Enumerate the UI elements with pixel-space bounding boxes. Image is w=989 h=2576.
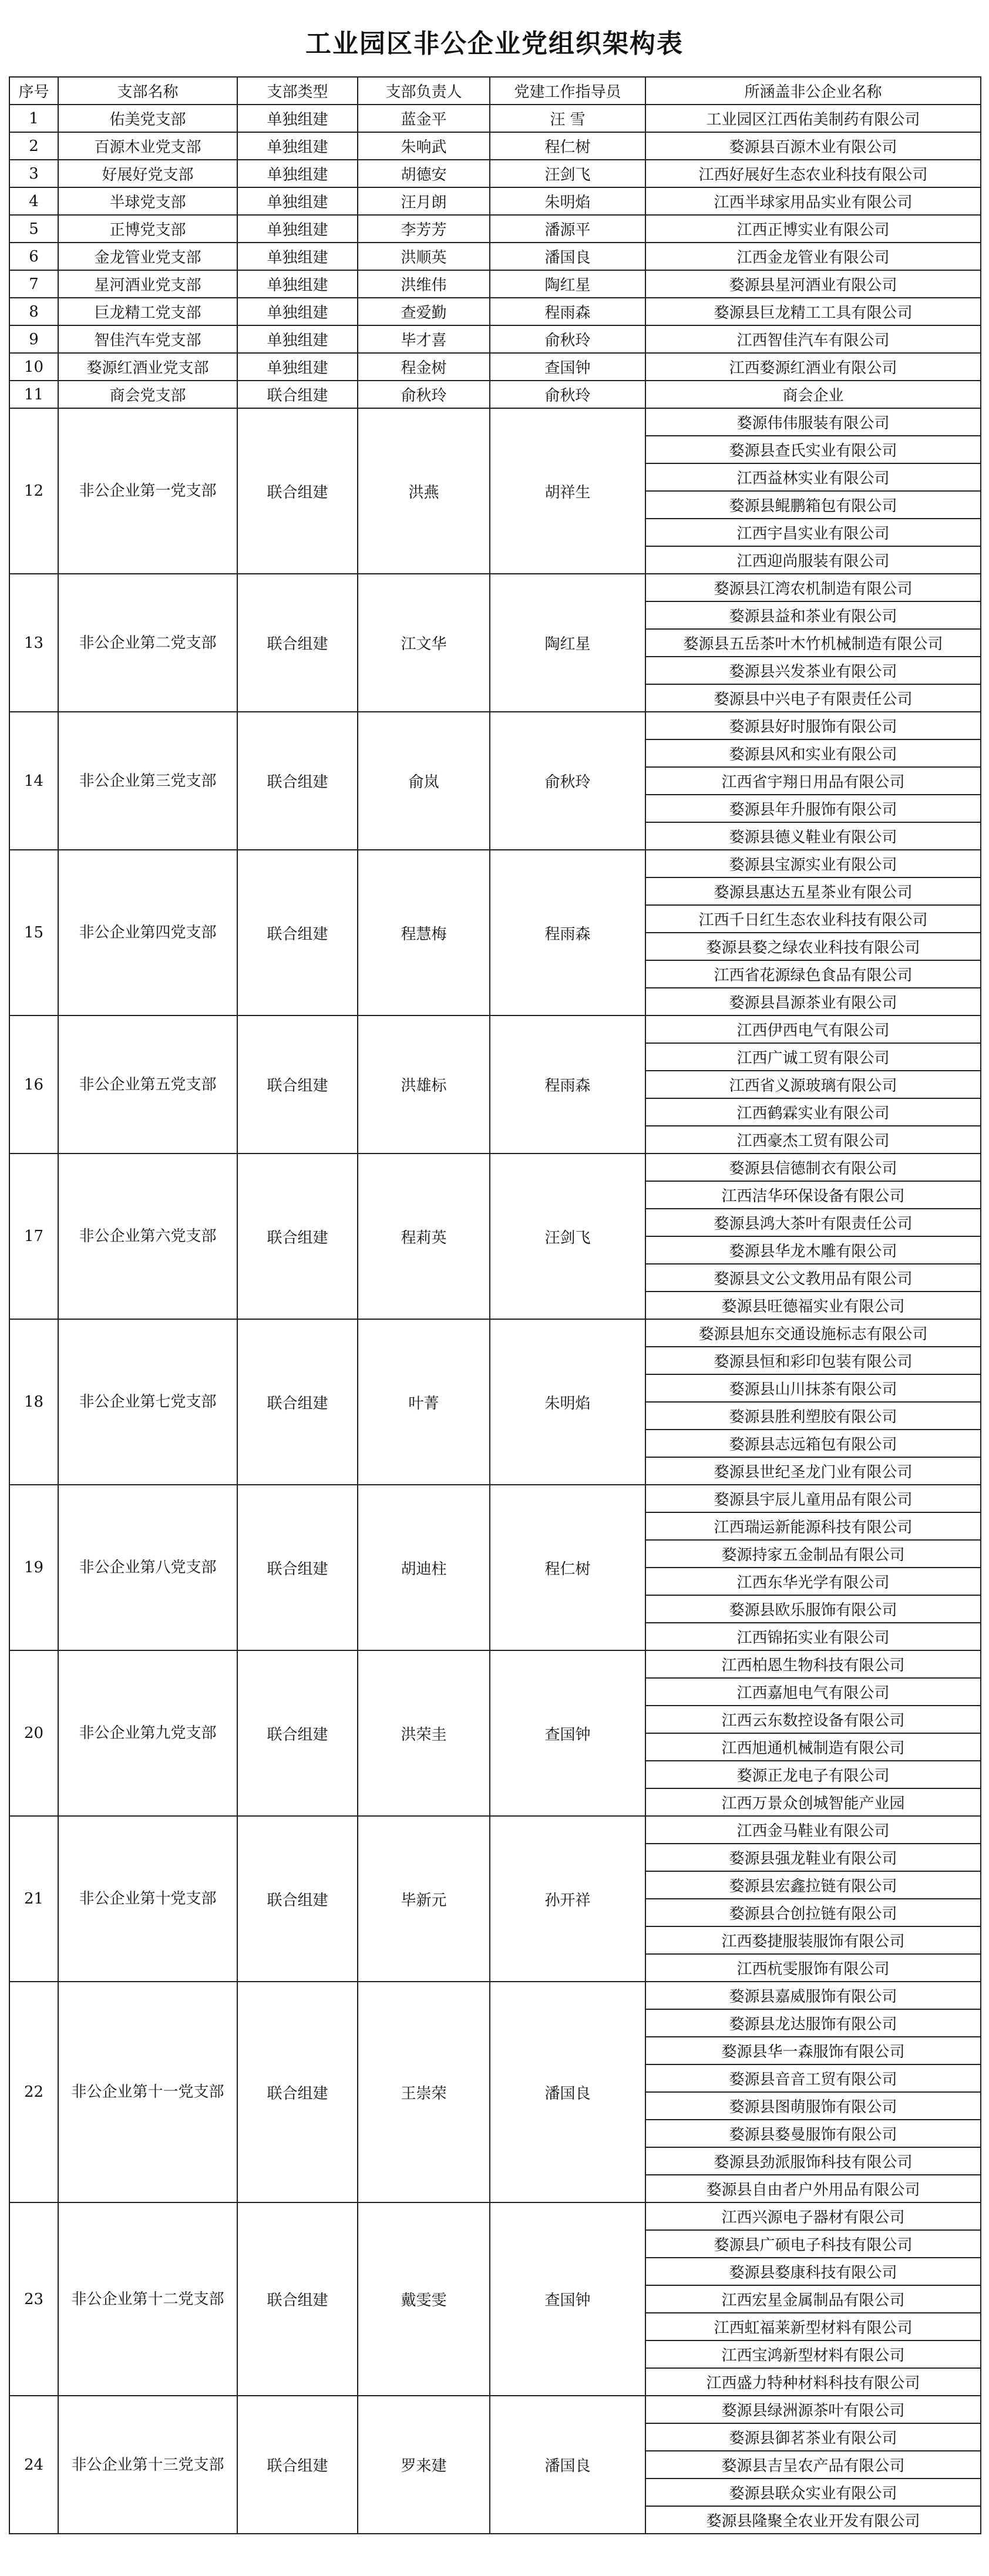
company-name: 婺源县风和实业有限公司 xyxy=(645,739,981,767)
branch-type: 联合组建 xyxy=(237,1816,358,1982)
branch-name: 非公企业第一党支部 xyxy=(58,408,237,574)
header-branch-leader: 支部负责人 xyxy=(358,77,490,105)
table-row xyxy=(9,1650,981,1678)
company-name: 江西瑞运新能源科技有限公司 xyxy=(645,1512,981,1540)
company-name: 江西嘉旭电气有限公司 xyxy=(645,1678,981,1706)
company-name: 商会企业 xyxy=(645,381,981,408)
row-number: 7 xyxy=(9,270,58,298)
branch-leader: 毕新元 xyxy=(358,1816,490,1982)
company-name: 江西省宇翔日用品有限公司 xyxy=(645,767,981,795)
branch-name: 非公企业第四党支部 xyxy=(58,850,237,1015)
branch-leader: 程莉英 xyxy=(358,1154,490,1319)
page-title: 工业园区非公企业党组织架构表 xyxy=(305,29,684,59)
branch-name: 非公企业第十党支部 xyxy=(58,1816,237,1982)
company-name: 江西迎尚服装有限公司 xyxy=(645,546,981,574)
company-name: 江西旭通机械制造有限公司 xyxy=(645,1733,981,1761)
table-row xyxy=(9,1154,981,1181)
branch-leader: 查爱勤 xyxy=(358,298,490,325)
branch-name: 非公企业第三党支部 xyxy=(58,712,237,850)
company-name: 江西千日红生态农业科技有限公司 xyxy=(645,905,981,933)
header-guide: 党建工作指导员 xyxy=(490,77,645,105)
company-name: 江西兴源电子器材有限公司 xyxy=(645,2202,981,2230)
company-name: 江西金龙管业有限公司 xyxy=(645,243,981,270)
company-name: 江西柏恩生物科技有限公司 xyxy=(645,1650,981,1678)
company-name: 婺源持家五金制品有限公司 xyxy=(645,1540,981,1568)
table-body xyxy=(9,105,981,2534)
company-name: 江西宇昌实业有限公司 xyxy=(645,519,981,546)
party-guide: 程仁树 xyxy=(490,1485,645,1650)
branch-type: 联合组建 xyxy=(237,2396,358,2534)
company-name: 婺源县婺康科技有限公司 xyxy=(645,2258,981,2285)
company-name: 江西万景众创城智能产业园 xyxy=(645,1788,981,1816)
company-name: 婺源县胜利塑胶有限公司 xyxy=(645,1402,981,1430)
company-name: 婺源县音音工贸有限公司 xyxy=(645,2064,981,2092)
party-guide: 程雨森 xyxy=(490,298,645,325)
branch-name: 非公企业第五党支部 xyxy=(58,1015,237,1154)
party-guide: 查国钟 xyxy=(490,2202,645,2396)
branch-name: 婺源红酒业党支部 xyxy=(58,353,237,381)
row-number: 24 xyxy=(9,2396,58,2534)
branch-name: 非公企业第二党支部 xyxy=(58,574,237,712)
branch-type: 单独组建 xyxy=(237,243,358,270)
row-number: 19 xyxy=(9,1485,58,1650)
branch-type: 联合组建 xyxy=(237,381,358,408)
header-companies: 所涵盖非公企业名称 xyxy=(645,77,981,105)
company-name: 婺源正龙电子有限公司 xyxy=(645,1761,981,1788)
company-name: 江西好展好生态农业科技有限公司 xyxy=(645,160,981,187)
row-number: 18 xyxy=(9,1319,58,1485)
branch-type: 联合组建 xyxy=(237,2202,358,2396)
row-number: 16 xyxy=(9,1015,58,1154)
branch-name: 金龙管业党支部 xyxy=(58,243,237,270)
company-name: 婺源县好时服饰有限公司 xyxy=(645,712,981,739)
header-branch-name: 支部名称 xyxy=(58,77,237,105)
branch-leader: 胡迪柱 xyxy=(358,1485,490,1650)
company-name: 江西益林实业有限公司 xyxy=(645,463,981,491)
table-row xyxy=(9,243,981,270)
branch-leader: 王崇荣 xyxy=(358,1982,490,2202)
branch-type: 单独组建 xyxy=(237,270,358,298)
party-guide: 汪剑飞 xyxy=(490,160,645,187)
company-name: 江西洁华环保设备有限公司 xyxy=(645,1181,981,1209)
company-name: 婺源县宏鑫拉链有限公司 xyxy=(645,1871,981,1899)
header-no: 序号 xyxy=(9,77,58,105)
table-row xyxy=(9,381,981,408)
row-number: 9 xyxy=(9,325,58,353)
branch-leader: 程慧梅 xyxy=(358,850,490,1015)
branch-name: 非公企业第十三党支部 xyxy=(58,2396,237,2534)
company-name: 婺源县昌源茶业有限公司 xyxy=(645,988,981,1015)
company-name: 婺源县恒和彩印包装有限公司 xyxy=(645,1347,981,1374)
company-name: 婺源县宇辰儿童用品有限公司 xyxy=(645,1485,981,1512)
table-row xyxy=(9,353,981,381)
branch-name: 非公企业第九党支部 xyxy=(58,1650,237,1816)
row-number: 6 xyxy=(9,243,58,270)
company-name: 婺源县星河酒业有限公司 xyxy=(645,270,981,298)
party-guide: 陶红星 xyxy=(490,270,645,298)
company-name: 婺源县旺德福实业有限公司 xyxy=(645,1292,981,1319)
company-name: 江西宏星金属制品有限公司 xyxy=(645,2285,981,2313)
company-name: 江西宝鸿新型材料有限公司 xyxy=(645,2340,981,2368)
company-name: 婺源县御茗茶业有限公司 xyxy=(645,2423,981,2451)
branch-name: 巨龙精工党支部 xyxy=(58,298,237,325)
company-name: 婺源县鲲鹏箱包有限公司 xyxy=(645,491,981,519)
branch-leader: 洪维伟 xyxy=(358,270,490,298)
company-name: 江西智佳汽车有限公司 xyxy=(645,325,981,353)
company-name: 婺源县龙达服饰有限公司 xyxy=(645,2009,981,2037)
branch-type: 联合组建 xyxy=(237,712,358,850)
party-guide: 潘源平 xyxy=(490,215,645,243)
company-name: 婺源县婺之绿农业科技有限公司 xyxy=(645,933,981,960)
table-row xyxy=(9,2202,981,2230)
party-guide: 程雨森 xyxy=(490,1015,645,1154)
branch-type: 联合组建 xyxy=(237,850,358,1015)
table-row xyxy=(9,850,981,877)
branch-leader: 洪雄标 xyxy=(358,1015,490,1154)
company-name: 婺源县华龙木雕有限公司 xyxy=(645,1236,981,1264)
branch-type: 联合组建 xyxy=(237,1650,358,1816)
party-guide: 陶红星 xyxy=(490,574,645,712)
branch-type: 联合组建 xyxy=(237,1982,358,2202)
company-name: 婺源县自由者户外用品有限公司 xyxy=(645,2175,981,2202)
branch-leader: 戴雯雯 xyxy=(358,2202,490,2396)
party-guide: 潘国良 xyxy=(490,243,645,270)
company-name: 婺源县世纪圣龙门业有限公司 xyxy=(645,1457,981,1485)
branch-name: 星河酒业党支部 xyxy=(58,270,237,298)
company-name: 婺源县隆聚全农业开发有限公司 xyxy=(645,2506,981,2534)
table-header-row xyxy=(9,77,981,105)
table-row xyxy=(9,270,981,298)
company-name: 婺源县宝源实业有限公司 xyxy=(645,850,981,877)
branch-leader: 洪燕 xyxy=(358,408,490,574)
company-name: 婺源县合创拉链有限公司 xyxy=(645,1899,981,1926)
branch-type: 联合组建 xyxy=(237,1154,358,1319)
company-name: 婺源县年升服饰有限公司 xyxy=(645,795,981,822)
party-guide: 孙开祥 xyxy=(490,1816,645,1982)
branch-name: 商会党支部 xyxy=(58,381,237,408)
row-number: 20 xyxy=(9,1650,58,1816)
branch-type: 单独组建 xyxy=(237,325,358,353)
branch-name: 智佳汽车党支部 xyxy=(58,325,237,353)
company-name: 婺源县惠达五星茶业有限公司 xyxy=(645,877,981,905)
party-guide: 程仁树 xyxy=(490,132,645,160)
branch-leader: 蓝金平 xyxy=(358,105,490,132)
party-guide: 潘国良 xyxy=(490,2396,645,2534)
company-name: 江西正博实业有限公司 xyxy=(645,215,981,243)
row-number: 12 xyxy=(9,408,58,574)
row-number: 15 xyxy=(9,850,58,1015)
party-guide: 程雨森 xyxy=(490,850,645,1015)
table-row xyxy=(9,105,981,132)
branch-name: 非公企业第十二党支部 xyxy=(58,2202,237,2396)
company-name: 江西广诚工贸有限公司 xyxy=(645,1043,981,1071)
row-number: 10 xyxy=(9,353,58,381)
branch-leader: 洪荣圭 xyxy=(358,1650,490,1816)
company-name: 婺源县婺曼服饰有限公司 xyxy=(645,2120,981,2147)
table-row xyxy=(9,1485,981,1512)
table-row xyxy=(9,298,981,325)
company-name: 婺源县绿洲源茶叶有限公司 xyxy=(645,2396,981,2423)
table-row xyxy=(9,1982,981,2009)
branch-type: 联合组建 xyxy=(237,574,358,712)
table-row xyxy=(9,1319,981,1347)
branch-type: 联合组建 xyxy=(237,1485,358,1650)
company-name: 工业园区江西佑美制药有限公司 xyxy=(645,105,981,132)
company-name: 婺源县益和茶业有限公司 xyxy=(645,601,981,629)
table-row xyxy=(9,2396,981,2423)
branch-type: 联合组建 xyxy=(237,408,358,574)
branch-name: 非公企业第八党支部 xyxy=(58,1485,237,1650)
branch-name: 非公企业第六党支部 xyxy=(58,1154,237,1319)
company-name: 婺源县图萌服饰有限公司 xyxy=(645,2092,981,2120)
party-guide: 朱明焰 xyxy=(490,1319,645,1485)
party-guide: 汪剑飞 xyxy=(490,1154,645,1319)
party-guide: 朱明焰 xyxy=(490,187,645,215)
company-name: 江西虹福莱新型材料有限公司 xyxy=(645,2313,981,2340)
company-name: 婺源县中兴电子有限责任公司 xyxy=(645,684,981,712)
branch-leader: 叶菁 xyxy=(358,1319,490,1485)
party-guide: 潘国良 xyxy=(490,1982,645,2202)
header-branch-type: 支部类型 xyxy=(237,77,358,105)
row-number: 5 xyxy=(9,215,58,243)
table-row xyxy=(9,1015,981,1043)
company-name: 江西婺捷服装服饰有限公司 xyxy=(645,1926,981,1954)
table-row xyxy=(9,215,981,243)
company-name: 婺源县信德制衣有限公司 xyxy=(645,1154,981,1181)
branch-leader: 汪月朗 xyxy=(358,187,490,215)
row-number: 8 xyxy=(9,298,58,325)
party-guide: 俞秋玲 xyxy=(490,381,645,408)
company-name: 婺源县兴发茶业有限公司 xyxy=(645,657,981,684)
company-name: 婺源县广硕电子科技有限公司 xyxy=(645,2230,981,2258)
row-number: 4 xyxy=(9,187,58,215)
company-name: 江西豪杰工贸有限公司 xyxy=(645,1126,981,1154)
branch-leader: 罗来建 xyxy=(358,2396,490,2534)
company-name: 婺源县旭东交通设施标志有限公司 xyxy=(645,1319,981,1347)
branch-leader: 朱响武 xyxy=(358,132,490,160)
branch-leader: 江文华 xyxy=(358,574,490,712)
branch-type: 单独组建 xyxy=(237,160,358,187)
branch-leader: 洪顺英 xyxy=(358,243,490,270)
table-row xyxy=(9,712,981,739)
company-name: 婺源县联众实业有限公司 xyxy=(645,2479,981,2506)
branch-type: 联合组建 xyxy=(237,1015,358,1154)
company-name: 江西半球家用品实业有限公司 xyxy=(645,187,981,215)
company-name: 江西省义源玻璃有限公司 xyxy=(645,1071,981,1098)
branch-name: 非公企业第七党支部 xyxy=(58,1319,237,1485)
company-name: 婺源县吉呈农产品有限公司 xyxy=(645,2451,981,2479)
branch-type: 单独组建 xyxy=(237,215,358,243)
company-name: 江西省花源绿色食品有限公司 xyxy=(645,960,981,988)
company-name: 婺源县巨龙精工工具有限公司 xyxy=(645,298,981,325)
table-row xyxy=(9,408,981,436)
company-name: 婺源县德义鞋业有限公司 xyxy=(645,822,981,850)
company-name: 婺源县嘉威服饰有限公司 xyxy=(645,1982,981,2009)
table-row xyxy=(9,574,981,601)
company-name: 婺源县鸿大茶叶有限责任公司 xyxy=(645,1209,981,1236)
company-name: 江西金马鞋业有限公司 xyxy=(645,1816,981,1844)
table-row xyxy=(9,325,981,353)
branch-leader: 程金树 xyxy=(358,353,490,381)
table-row xyxy=(9,187,981,215)
branch-name: 百源木业党支部 xyxy=(58,132,237,160)
branch-name: 佑美党支部 xyxy=(58,105,237,132)
row-number: 3 xyxy=(9,160,58,187)
company-name: 婺源县五岳茶叶木竹机械制造有限公司 xyxy=(645,629,981,657)
party-guide: 汪 雪 xyxy=(490,105,645,132)
company-name: 江西云东数控设备有限公司 xyxy=(645,1706,981,1733)
company-name: 婺源县江湾农机制造有限公司 xyxy=(645,574,981,601)
party-guide: 俞秋玲 xyxy=(490,325,645,353)
company-name: 江西东华光学有限公司 xyxy=(645,1568,981,1595)
branch-type: 单独组建 xyxy=(237,187,358,215)
table-row xyxy=(9,132,981,160)
branch-leader: 俞岚 xyxy=(358,712,490,850)
branch-leader: 胡德安 xyxy=(358,160,490,187)
branch-name: 好展好党支部 xyxy=(58,160,237,187)
company-name: 婺源伟伟服装有限公司 xyxy=(645,408,981,436)
row-number: 11 xyxy=(9,381,58,408)
row-number: 23 xyxy=(9,2202,58,2396)
party-guide: 查国钟 xyxy=(490,1650,645,1816)
company-name: 江西鹤霖实业有限公司 xyxy=(645,1098,981,1126)
company-name: 婺源县查氏实业有限公司 xyxy=(645,436,981,463)
table-row xyxy=(9,160,981,187)
company-name: 江西婺源红酒业有限公司 xyxy=(645,353,981,381)
company-name: 婺源县劲派服饰科技有限公司 xyxy=(645,2147,981,2175)
row-number: 17 xyxy=(9,1154,58,1319)
company-name: 江西盛力特种材料科技有限公司 xyxy=(645,2368,981,2396)
company-name: 婺源县强龙鞋业有限公司 xyxy=(645,1844,981,1871)
table-row xyxy=(9,1816,981,1844)
company-name: 江西锦拓实业有限公司 xyxy=(645,1623,981,1650)
branch-type: 单独组建 xyxy=(237,353,358,381)
company-name: 婺源县百源木业有限公司 xyxy=(645,132,981,160)
branch-leader: 李芳芳 xyxy=(358,215,490,243)
company-name: 婺源县志远箱包有限公司 xyxy=(645,1430,981,1457)
branch-name: 半球党支部 xyxy=(58,187,237,215)
party-guide: 俞秋玲 xyxy=(490,712,645,850)
company-name: 婺源县欧乐服饰有限公司 xyxy=(645,1595,981,1623)
row-number: 22 xyxy=(9,1982,58,2202)
company-name: 婺源县华一森服饰有限公司 xyxy=(645,2037,981,2064)
branch-type: 单独组建 xyxy=(237,298,358,325)
party-guide: 查国钟 xyxy=(490,353,645,381)
company-name: 婺源县山川抹茶有限公司 xyxy=(645,1374,981,1402)
branch-type: 单独组建 xyxy=(237,132,358,160)
row-number: 13 xyxy=(9,574,58,712)
branch-type: 单独组建 xyxy=(237,105,358,132)
branch-leader: 俞秋玲 xyxy=(358,381,490,408)
branch-name: 非公企业第十一党支部 xyxy=(58,1982,237,2202)
company-name: 江西杭雯服饰有限公司 xyxy=(645,1954,981,1982)
company-name: 江西伊西电气有限公司 xyxy=(645,1015,981,1043)
branch-leader: 毕才喜 xyxy=(358,325,490,353)
branch-name: 正博党支部 xyxy=(58,215,237,243)
row-number: 2 xyxy=(9,132,58,160)
branch-type: 联合组建 xyxy=(237,1319,358,1485)
row-number: 1 xyxy=(9,105,58,132)
company-name: 婺源县文公文教用品有限公司 xyxy=(645,1264,981,1292)
row-number: 14 xyxy=(9,712,58,850)
org-structure-table xyxy=(9,76,981,2534)
row-number: 21 xyxy=(9,1816,58,1982)
party-guide: 胡祥生 xyxy=(490,408,645,574)
